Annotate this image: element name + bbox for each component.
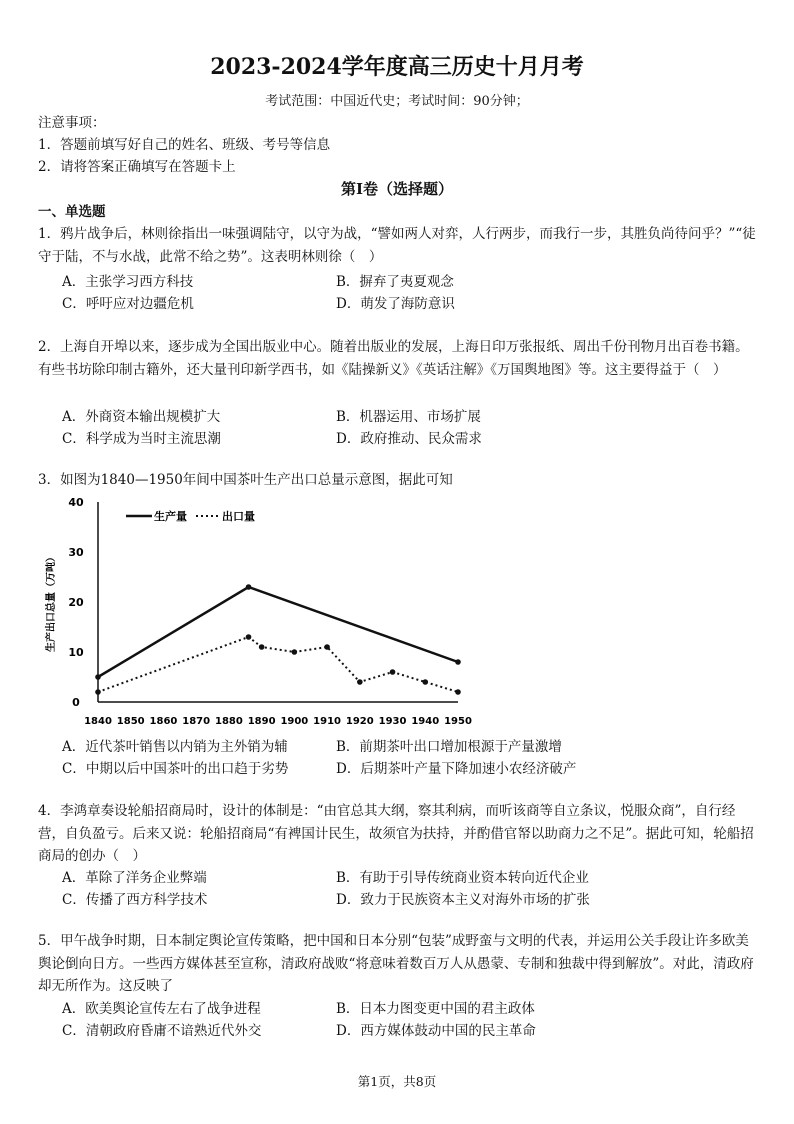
production-point [95, 674, 101, 680]
question-1-text: 1．鸦片战争后，林则徐指出一味强调陆守，以守为战，“譬如两人对弈，人行两步，而我行一步，其胜负尚待问乎？”“徒守于陆，不与水战，此常不给之势”。这表明林则徐（ ） [38, 226, 756, 265]
question-5-option-d[interactable]: D．西方媒体鼓动中国的民主革命 [336, 1023, 536, 1039]
tea-chart [40, 490, 480, 730]
x-tick-label: 1890 [247, 716, 276, 727]
question-2-option-c[interactable]: C．科学成为当时主流思潮 [62, 431, 221, 447]
x-tick-label: 1940 [411, 716, 440, 727]
x-tick-label: 1870 [182, 716, 211, 727]
export-point [292, 649, 298, 655]
notice-item: 1．答题前填写好自己的姓名、班级、考号等信息 [38, 137, 331, 153]
export-point [246, 634, 252, 640]
question-5-option-c[interactable]: C．清朝政府昏庸不谙熟近代外交 [62, 1023, 262, 1039]
y-tick-label: 20 [68, 596, 84, 609]
question-3-option-c[interactable]: C．中期以后中国茶叶的出口趋于劣势 [62, 761, 289, 777]
section-heading: 一、单选题 [38, 204, 106, 220]
question-3-option-a[interactable]: A．近代茶叶销售以内销为主外销为辅 [62, 739, 288, 755]
question-2-option-d[interactable]: D．政府推动、民众需求 [336, 431, 482, 447]
y-tick-label: 10 [68, 646, 84, 659]
x-tick-label: 1910 [313, 716, 342, 727]
question-2-text: 2．上海自开埠以来，逐步成为全国出版业中心。随着出版业的发展，上海日印万张报纸、周出千份刊物月出百卷书籍。有些书坊除印制古籍外，还大量刊印新学西书，如《陆操新义》《英话注解》《万国舆地图》等。这主要得益于（ ） [38, 339, 749, 378]
y-tick-label: 0 [72, 696, 80, 709]
notice-item: 2．请将答案正确填写在答题卡上 [38, 159, 236, 175]
export-point [422, 679, 428, 685]
x-tick-label: 1930 [378, 716, 407, 727]
question-3-text: 3．如图为1840—1950年间中国茶叶生产出口总量示意图，据此可知 [38, 472, 453, 488]
y-axis-label: 生产出口总量（万吨） [46, 552, 57, 652]
question-5-option-a[interactable]: A．欧美舆论宣传左右了战争进程 [62, 1001, 261, 1017]
export-point [95, 689, 101, 695]
part-title: 第Ⅰ卷（选择题） [340, 180, 454, 198]
export-point [259, 644, 265, 650]
x-tick-label: 1920 [345, 716, 374, 727]
y-tick-label: 30 [68, 546, 84, 559]
question-4-option-c[interactable]: C．传播了西方科学技术 [62, 892, 208, 908]
question-5-text: 5．甲午战争时期，日本制定舆论宣传策略，把中国和日本分别“包装”成野蛮与文明的代表，并运用公关手段让许多欧美舆论倒向日方。一些西方媒体甚至宣称，清政府战败“将意味着数百万人从愚蒙、专制和独裁中得到解放”。对此，清政府却无所作为。这反映了 [38, 933, 754, 994]
page-number: 第1页，共8页 [357, 1074, 437, 1089]
question-1-option-c[interactable]: C．呼吁应对边疆危机 [62, 296, 194, 312]
question-4-option-b[interactable]: B．有助于引导传统商业资本转向近代企业 [336, 870, 589, 886]
export-point [390, 669, 396, 675]
notice-heading: 注意事项： [38, 115, 106, 131]
question-5-option-b[interactable]: B．日本力图变更中国的君主政体 [336, 1001, 535, 1017]
question-3-option-d[interactable]: D．后期茶叶产量下降加速小农经济破产 [336, 761, 577, 777]
question-2-option-a[interactable]: A．外商资本输出规模扩大 [62, 409, 221, 425]
question-1-option-b[interactable]: B．摒弃了夷夏观念 [336, 274, 454, 290]
x-tick-label: 1840 [84, 716, 112, 727]
question-2-option-b[interactable]: B．机器运用、市场扩展 [336, 409, 481, 425]
question-1-option-a[interactable]: A．主张学习西方科技 [62, 274, 194, 290]
question-4-option-d[interactable]: D．致力于民族资本主义对海外市场的扩张 [336, 892, 590, 908]
question-1-option-d[interactable]: D．萌发了海防意识 [336, 296, 455, 312]
legend-export-label: 出口量 [222, 510, 255, 523]
question-4-option-a[interactable]: A．革除了洋务企业弊端 [62, 870, 207, 886]
page-title: 2023-2024学年度高三历史十月月考 [210, 54, 584, 80]
question-3-option-b[interactable]: B．前期茶叶出口增加根源于产量激增 [336, 739, 562, 755]
x-tick-label: 1860 [149, 716, 178, 727]
y-tick-label: 40 [68, 496, 84, 509]
x-tick-label: 1880 [214, 716, 243, 727]
export-point [324, 644, 330, 650]
x-tick-label: 1850 [116, 716, 145, 727]
production-point [455, 659, 461, 665]
exam-info: 考试范围：中国近代史；考试时间：90分钟； [265, 94, 529, 109]
production-point [246, 584, 252, 590]
production-line [98, 587, 458, 677]
legend-production-label: 生产量 [154, 510, 187, 523]
export-point [455, 689, 461, 695]
export-point [357, 679, 363, 685]
x-tick-label: 1900 [280, 716, 309, 727]
x-tick-label: 1950 [444, 716, 472, 727]
question-4-text: 4．李鸿章奏设轮船招商局时，设计的体制是：“由官总其大纲，察其利病，而听该商等自立条议，悦服众商”，自行经营，自负盈亏。后来又说：轮船招商局“有裨国计民生，故须官为扶持，并酌借官帑以助商力之不足”。据此可知，轮船招商局的创办（ ） [38, 803, 754, 864]
